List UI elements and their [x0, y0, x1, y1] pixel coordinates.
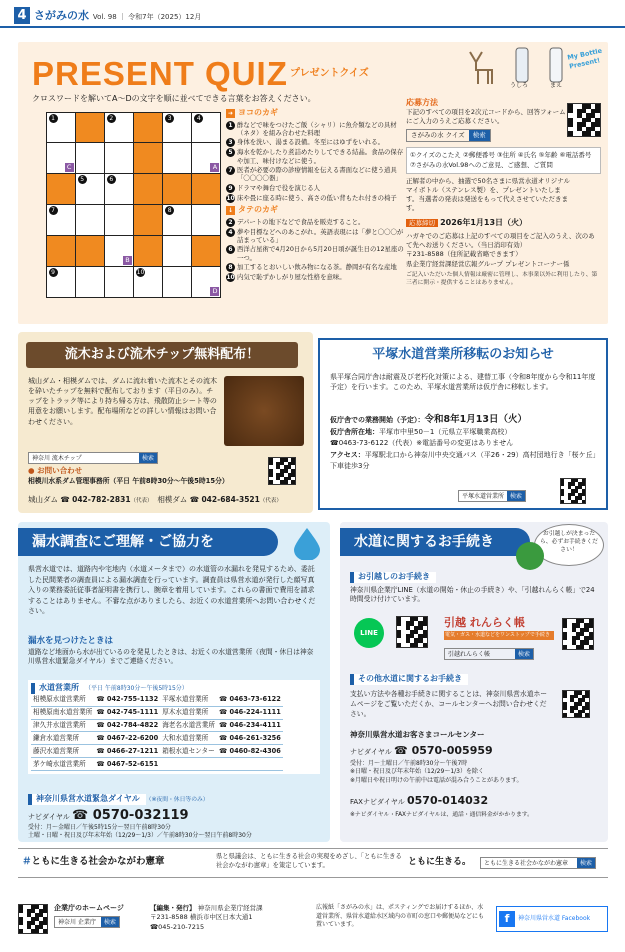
crossword-cell [191, 112, 221, 144]
office-row: 津久井水道営業所 ☎ 042-784-4822 海老名水道営業所 ☎ 046-234-4111 [31, 719, 283, 732]
clue-number: 3 [165, 114, 174, 123]
prize-text: 正解者の中から、抽選で50名さまに県営水道オリジナルマイボトル（ステンレス製）を、プレゼントいたします。当選者の発表は発送をもって代えさせていただきます。 [406, 176, 570, 212]
homepage-search[interactable]: 神奈川 企業庁 検索 [54, 916, 120, 928]
crossword-cell [75, 112, 105, 144]
privacy-note: ご記入いただいた個人情報は厳密に管理し、本事業以外に利用したり、第三者に開示・提供することはありません。 [406, 271, 598, 286]
charter-title: ＃ともに生きる社会かながわ憲章 [22, 856, 165, 867]
crossword-cell [191, 204, 221, 236]
offices-table [31, 694, 283, 771]
crossword-cell [162, 204, 192, 236]
crossword-cell [104, 235, 134, 267]
emergency-title: 神奈川県営水道緊急ダイヤル [28, 794, 146, 805]
postal-address: 〒231-8588（住所記載省略できます） [406, 250, 522, 259]
office-row: 藤沢水道営業所 ☎ 0466-27-1211 箱根水道センター ☎ 0460-82-4306 [31, 745, 283, 758]
clue-number: 8 [165, 206, 174, 215]
crossword-cell [162, 266, 192, 298]
crossword-cell [191, 235, 221, 267]
crossword-cell [75, 142, 105, 174]
moving-text: 神奈川県企業庁LINE（水道の開始・休止の手続き）や、「引越れんらく帳」で24時間受け付けています。 [350, 586, 595, 604]
postal-recipient: 県企業庁経営課経営広報グループ プレゼントコーナー係 [406, 259, 570, 268]
crossword-cell [46, 235, 76, 267]
call-center-number: ナビダイヤル ☎ 0570-005959 [350, 744, 493, 757]
dam-phones: 城山ダム ☎ 042-782-2831（代表） 相模ダム ☎ 042-684-3521（代表） [28, 495, 282, 504]
qr-code[interactable] [567, 103, 601, 137]
page-number: 4 [14, 7, 30, 24]
relocation-body: 県平塚合同庁舎は耐震及び老朽化対策による、建替工事（令和8年度から令和11年度予定）を行います。このため、平塚水道営業所は仮庁舎に移転します。 [330, 373, 596, 392]
emergency-number: ナビダイヤル ☎ 0570-032119 [28, 807, 189, 823]
office-row: 相模原南水道営業所 ☎ 042-745-1111 厚木水道営業所 ☎ 046-224-1111 [31, 706, 283, 719]
relocation-details: 仮庁舎での業務開始（予定）：令和8年1月13日（火） 仮庁舎所在地：平塚市中里50－1（元県立平塚職業高校） ☎0463-73-6122（代表）※電話番号の変更はありません アクセス：平塚駅北口から神奈川中央交通バス（平26・29）高村団地行き「桜ケ丘」下車徒歩3分 [330, 414, 597, 470]
clue-number: 4 [194, 114, 203, 123]
crossword-cell [104, 173, 134, 205]
office-row: 鎌倉水道営業所 ☎ 0467-22-6200 大和水道営業所 ☎ 046-261-3256 [31, 732, 283, 745]
hint-item: 10 床や畳に座る時に使う、高さの低い背もたれ付きの椅子 [226, 193, 397, 202]
facebook-icon: f [499, 911, 515, 927]
clue-number: 5 [78, 175, 87, 184]
answer-letter-marker: B [123, 256, 132, 265]
water-drop-icon [290, 526, 324, 560]
crossword-cell [75, 266, 105, 298]
office-relocation-section [318, 338, 608, 510]
crossword-cell [104, 112, 134, 144]
crossword-cell [162, 112, 192, 144]
driftwood-section [18, 332, 313, 513]
crossword-cell [191, 173, 221, 205]
crossword-hints [226, 106, 406, 283]
crossword-grid [46, 112, 221, 297]
deadline: 2026年1月13日（火） [440, 218, 528, 228]
apply-title: 応募方法 [406, 98, 438, 107]
crossword-cell [162, 173, 192, 205]
emergency-hours-weekday: 受付：月～金曜日／午後5時15分～翌日午前8時30分 [28, 824, 171, 832]
speech-bubble: お引越しが決まったら、必ずお手続きください！ [534, 524, 604, 566]
answer-letter-marker: C [65, 163, 74, 172]
hint-item: 2 デパートの地下などで食品を販売すること。 [226, 218, 406, 227]
application-info [406, 97, 601, 287]
clue-number: 1 [49, 114, 58, 123]
bottle-back-label: うしろ [510, 82, 529, 89]
clue-number: 9 [49, 268, 58, 277]
answer-letter-marker: D [212, 286, 218, 295]
leak-title: 漏水調査にご理解・ご協力を [18, 528, 278, 556]
down-heading: ↓ タテのカギ [227, 204, 278, 214]
fax-number: FAXナビダイヤル 0570-014032 [350, 794, 489, 807]
brand: さがみの水 Vol. 98 ｜ 令和7年（2025）12月 [34, 9, 202, 22]
arrow-down-icon: ↓ [227, 206, 234, 214]
found-text: 道路など地面から水が出ているのを発見したときは、お近くの水道営業所（夜間・休日は神奈川県営水道緊急ダイヤル）までご連絡ください。 [28, 648, 314, 666]
other-heading: その他水道に関するお手続き [350, 674, 468, 685]
gift-illustration [458, 44, 603, 92]
quiz-search-box[interactable]: さがみの水 クイズ 検索 [406, 129, 491, 142]
driftwood-title: 流木および流木チップ無料配布！ [26, 342, 298, 368]
mascot-character [516, 542, 544, 570]
crossword-cell [191, 142, 221, 174]
office-row: 茅ケ崎水道営業所 ☎ 0467-52-6151 [31, 758, 283, 771]
hint-item: 4 夢や目標などへのあこがれ。英語表現には「夢と〇〇〇が詰まっている」 [226, 228, 406, 245]
call-center: 神奈川県営水道お客さまコールセンター [350, 730, 485, 739]
deadline-label: 応募締切 [406, 219, 438, 227]
quiz-subtitle: プレゼントクイズ [290, 68, 369, 79]
renraku-qr-code[interactable] [562, 618, 594, 650]
fax-note: ※ナビダイヤル・FAXナビダイヤルは、通話・通信料金がかかります。 [350, 812, 533, 818]
across-heading: ➜ ヨコのカギ [227, 108, 278, 117]
postal-text: ハガキでのご応募は上記のすべての項目をご記入のうえ、次のあて先へお送りください。（当日消印有効） [406, 232, 595, 250]
hint-item: 9 ドラマや舞台で役を演じる人 [226, 184, 406, 193]
contact-heading: ● お問い合わせ [28, 466, 83, 475]
arrow-right-icon: ➜ [227, 109, 234, 117]
clue-number: 7 [49, 206, 58, 215]
renraku-search[interactable]: 引越れんらく帳 検索 [444, 648, 534, 660]
hint-item: 7 医者が必要の際の診療情報を伝える書面などに使う道具「〇〇〇〇器」 [226, 166, 406, 183]
hint-item: 1 酢などで味をつけたご飯（シャリ）に魚介類などの具材（ネタ）を組み合わせた料理 [226, 121, 406, 138]
relocation-qr-code[interactable] [560, 478, 586, 504]
driftwood-qr-code[interactable] [268, 457, 296, 485]
clue-number: 2 [107, 114, 116, 123]
emergency-box: 神奈川県営水道緊急ダイヤル （※夜間・休日等のみ） ナビダイヤル ☎ 0570-032119 受付：月～金曜日／午後5時15分～翌日午前8時30分 土曜・日曜・祝日及び年末年始（12/29～1/3）／午前8時30分～翌日午前8時30分 [28, 794, 320, 841]
hint-item: 5 海水を乾かしたり煮詰めたりしてできる結晶。食品の保存や加工、味付けなどに使う。 [226, 148, 406, 165]
apply-text: 下記のすべての項目を2次元コードから、回答フォームにご入力のうえご応募ください。 [406, 108, 566, 126]
wood-chip-photo [224, 376, 304, 446]
leak-body: 県営水道では、道路内や宅地内（水道メータまで）の水道管の水漏れを発見するため、委託した民間業者の調査員による漏水調査を行っています。調査員は県営水道が発行した顔写真入りの業務委託従事者証明書を携行し、腕章を着用しています。これらの書面で費用を請求することはありません。不審な点がありましたら、お近くの水道営業所へお問い合わせください。 [28, 565, 316, 615]
driftwood-search[interactable]: 神奈川 流木チップ 検索 [28, 452, 158, 464]
crossword-cell [75, 235, 105, 267]
bottle-front-label: まえ [550, 82, 563, 89]
contact-office: 相模川水系ダム管理事務所（平日 午前8時30分～午後5時15分） [28, 477, 229, 485]
other-text: 支払い方法や各種お手続きに関することは、神奈川県営水道ホームページをご覧いただくか、コールセンターへお問い合わせください。 [350, 690, 548, 718]
procedures-section [340, 522, 608, 842]
crossword-cell [104, 266, 134, 298]
crossword-cell [46, 266, 76, 298]
homepage-label: 企業庁のホームページ [54, 904, 124, 912]
charter-text: 県と県議会は、ともに生きる社会の実現をめざし、「ともに生きる社会かながわ憲章」を策定しています。 [216, 853, 402, 869]
crossword-cell [75, 204, 105, 236]
emergency-hours-holiday: 土曜・日曜・祝日及び年末年始（12/29～1/3）／午前8時30分～翌日午前8時30分 [28, 832, 252, 840]
renraku-logo: 引越 れんらく帳 電気・ガス・水道などをワンストップで手続き [444, 616, 554, 640]
relocation-title: 平塚水道営業所移転のお知らせ [372, 347, 554, 362]
present-quiz-section [18, 42, 608, 324]
hint-item: 3 身体を洗い、湯まる設備。冬至にはゆずをいれる。 [226, 138, 406, 147]
facebook-link[interactable]: f 神奈川県営水道 Facebook [496, 906, 608, 932]
charter-banner [18, 848, 608, 878]
crossword-cell [46, 173, 76, 205]
homepage-qr-code[interactable] [562, 690, 590, 718]
page-footer [18, 902, 608, 946]
clue-number: 6 [107, 175, 116, 184]
driftwood-body: 城山ダム・相模ダムでは、ダムに流れ着いた流木とその流木を砕いたチップを無料で配布しております（平日のみ）。チップをトラック等により持ち帰る方は、飛散防止シート等の用意をお願いします。配布場所などの詳しい情報はお問い合わせください。 [28, 377, 217, 426]
page-header [0, 0, 625, 28]
crossword-cell [191, 266, 221, 298]
crossword-cell [133, 204, 163, 236]
footer-qr-code[interactable] [18, 904, 48, 934]
crossword-cell [133, 112, 163, 144]
found-title: 漏水を見つけたときは [28, 636, 114, 646]
hint-item: 6 西洋占星術で4月20日から5月20日頃が誕生日の12星座の一つ。 [226, 245, 406, 262]
crossword-cell [104, 204, 134, 236]
crossword-cell [162, 235, 192, 267]
offices-heading: 水道営業所 （平日 午前8時30分～午後5時15分） [31, 683, 317, 694]
present-badge: My Bottle Present! [566, 46, 603, 71]
hiratsuka-search[interactable]: 平塚水道営業所 検索 [458, 490, 526, 502]
clue-number: 10 [136, 268, 145, 276]
quiz-title: PRESENT QUIZ [32, 55, 288, 92]
office-row: 相模原水道営業所 ☎ 042-755-1132 平塚水道営業所 ☎ 0463-73-6122 [31, 694, 283, 706]
quiz-instruction: クロスワードを解いてA～Dの文字を順に並べてできる言葉をお答えください。 [32, 94, 316, 103]
crossword-cell [133, 173, 163, 205]
procedures-title: 水道に関するお手続き [340, 528, 530, 556]
hint-item: 8 加工するとおいしい飲み物になる茶。静岡が有名な産地 [226, 263, 406, 272]
charter-search[interactable]: ともに生きる社会かながわ憲章 検索 [480, 857, 596, 869]
crossword-cell [133, 235, 163, 267]
crossword-cell [162, 142, 192, 174]
hint-item: 10 内気で恥ずかしがり屋な性格を意味。 [226, 272, 346, 281]
leak-survey-section [18, 522, 330, 842]
crossword-cell [75, 173, 105, 205]
publisher-info: 【編集・発行】 神奈川県企業庁経営課 〒231-8588 横浜市中区日本大通1 ☎045-210-7215 [150, 904, 263, 931]
crossword-cell [104, 142, 134, 174]
line-qr-code[interactable] [396, 616, 428, 648]
answer-letter-marker: A [210, 163, 219, 172]
call-center-hours: 受付：月～土曜日／午前8時30分～午後7時 ※日曜・祝日及び年末年始（12/29～1/3）を除く ※月曜日や祝日明けの午前中は電話が混み合うことがあります。 [350, 760, 523, 784]
crossword-cell [46, 204, 76, 236]
apply-items: ①クイズのこたえ ②郵便番号 ③住所 ④氏名 ⑤年齢 ⑥電話番号 ⑦さがみの水Vol.98へのご意見、ご感想、ご質問 [406, 147, 601, 173]
crossword-cell [46, 142, 76, 174]
charter-logo: ともに生きる。 [408, 857, 472, 867]
crossword-cell [46, 112, 76, 144]
crossword-cell [133, 266, 163, 298]
offices-box [28, 680, 320, 774]
moving-heading: お引越しのお手続き [350, 572, 436, 583]
line-icon[interactable]: LINE [354, 618, 384, 648]
crossword-cell [133, 142, 163, 174]
distribution-note: 広報紙「さがみの水」は、ポスティングでお届けするほか、水道営業所、県営水道給水区域内の市町の窓口や郵便局などにも置いています。 [316, 904, 485, 929]
